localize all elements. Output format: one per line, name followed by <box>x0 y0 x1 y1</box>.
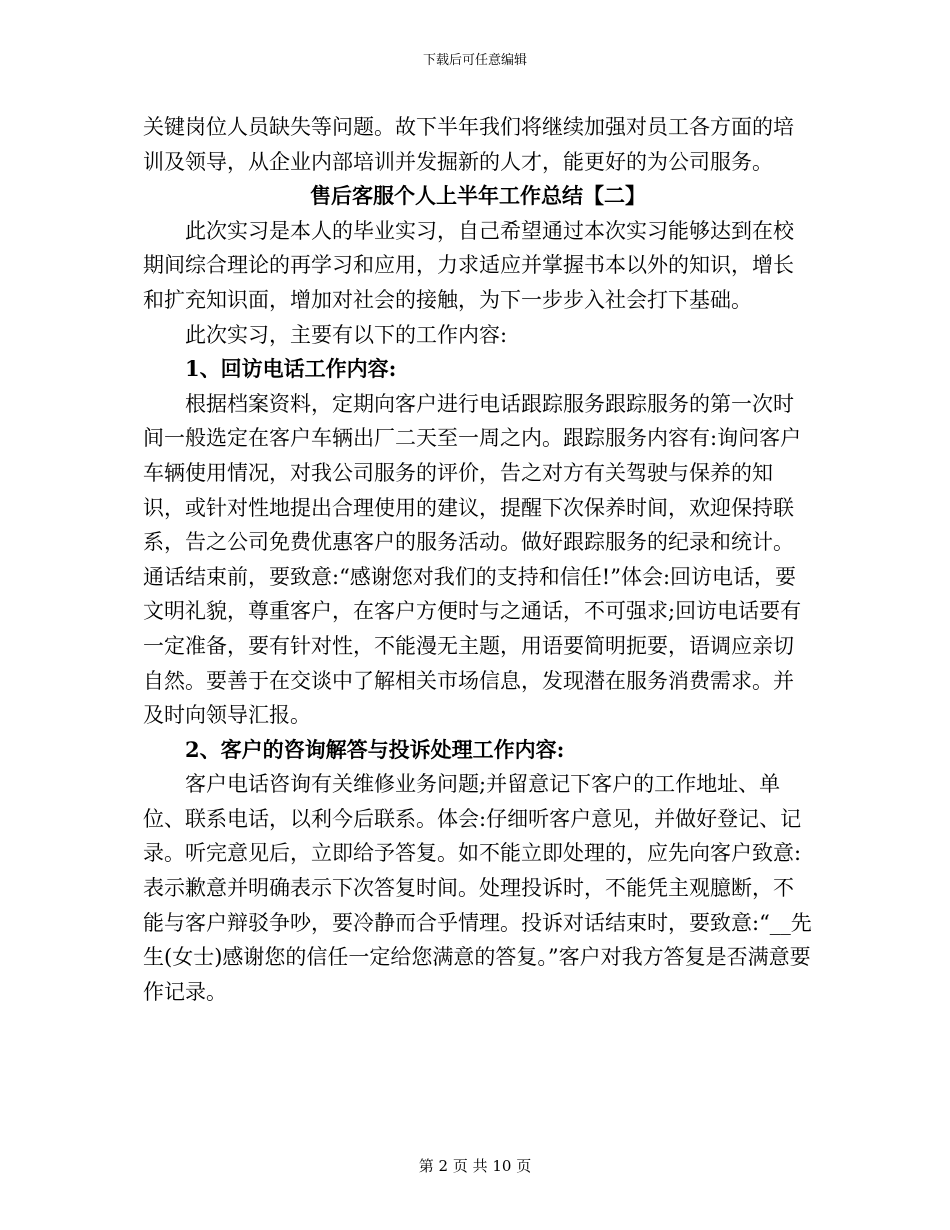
paragraph-work-overview: 此次实习，主要有以下的工作内容: <box>185 322 508 347</box>
page-header: 下载后可任意编辑 <box>422 53 527 68</box>
paragraph-callback: 根据档案资料，定期向客户进行电话跟踪服务跟踪服务的第一次时间一般选定在客户车辆出厂二天至一周之内。跟踪服务内容有:询问客户车辆使用情况，对我公司服务的评价，告之对方有关驾驶与保养的知识，或针对性地提出合理使用的建议，提醒下次保养时间，欢迎保持联系，告之公司免费优惠客户的服务活动。做好跟踪服务的纪录和统计。通话结束前，要致意:“感谢您对我们的支持和信任!”体会:回访电话，要文明礼貌，尊重客户，在客户方便时与之通话，不可强求;回访电话要有一定准备，要有针对性，不能漫无主题，用语要简明扼要，语调应亲切自然。要善于在交谈中了解相关市场信息，发现潜在服务消费需求。并及时向领导汇报。 <box>143 391 802 728</box>
heading-callback: 1、回访电话工作内容: <box>185 356 397 382</box>
paragraph-internship-purpose: 此次实习是本人的毕业实习，自己希望通过本次实习能够达到在校期间综合理论的再学习和应用，力求适应并掌握书本以外的知识，增长和扩充知识面，增加对社会的接触，为下一步步入社会打下基础。 <box>143 218 794 312</box>
section-title: 售后客服个人上半年工作总结【二】 <box>310 183 646 209</box>
continued-paragraph: 关键岗位人员缺失等问题。故下半年我们将继续加强对员工各方面的培训及领导，从企业内部培训并发掘新的人才，能更好的为公司服务。 <box>143 115 794 174</box>
page-footer: 第 2 页 共 10 页 <box>418 1157 532 1175</box>
heading-consultation: 2、客户的咨询解答与投诉处理工作内容: <box>185 736 565 762</box>
paragraph-consultation: 客户电话咨询有关维修业务问题;并留意记下客户的工作地址、单位、联系电话，以利今后联系。体会:仔细听客户意见，并做好登记、记录。听完意见后，立即给予答复。如不能立即处理的，应先向客户致意:表示歉意并明确表示下次答复时间。处理投诉时，不能凭主观臆断，不能与客户辩驳争吵，要冷静而合乎情理。投诉对话结束时，要致意:“__先生(女士)感谢您的信任一定给您满意的答复。”客户对我方答复是否满意要作记录。 <box>143 772 812 1004</box>
document-body <box>143 110 813 1009</box>
